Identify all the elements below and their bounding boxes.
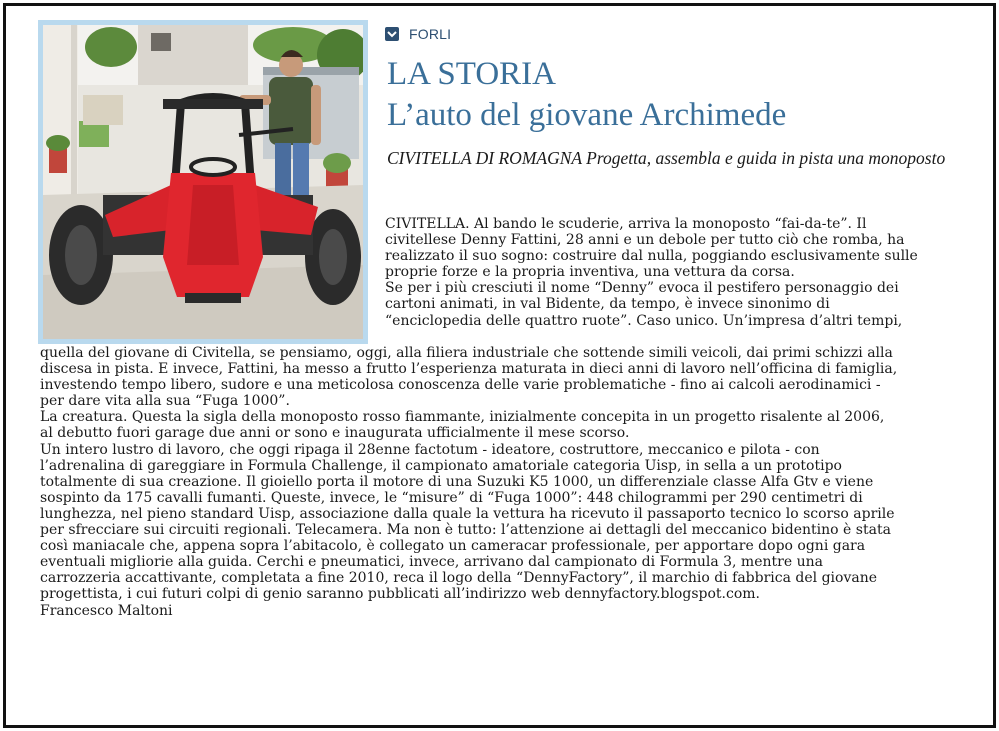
section-label[interactable]: FORLI [409, 26, 452, 42]
headline-title: L’auto del giovane Archimede [387, 97, 787, 133]
body-line: l’adrenalina di gareggiare in Formula Challenge, il campionato amatoriale categoria Uisp, in sella a un prototipo [40, 457, 842, 474]
section-header [385, 24, 451, 44]
article-body-bottom [40, 345, 897, 619]
body-line: Se per i più cresciuti il nome “Denny” evoca il pestifero personaggio dei [385, 280, 899, 297]
body-line: discesa in pista. E invece, Fattini, ha messo a frutto l’esperienza maturata in dieci anni di lavoro nell’officina di famiglia, [40, 361, 898, 378]
body-line: cartoni animati, in val Bidente, da tempo, è invece sinonimo di [385, 296, 830, 313]
body-line: quella del giovane di Civitella, se pensiamo, oggi, alla filiera industriale che sottende simili veicoli, dai primi schizzi alla [40, 345, 893, 361]
car-photo [43, 25, 363, 339]
body-line: civitellese Denny Fattini, 28 anni e un debole per tutto ciò che romba, ha [385, 232, 905, 249]
body-line: La creatura. Questa la sigla della monoposto rosso fiammante, inizialmente concepita in un progetto risalente al 2006, [40, 409, 885, 426]
body-line: Un intero lustro di lavoro, che oggi ripaga il 28enne factotum - ideatore, costruttore, meccanico e pilota - con [40, 441, 820, 458]
body-line: investendo tempo libero, sudore e una meticolosa conoscenza delle varie problematiche - fino ai calcoli aerodinamici - [40, 377, 881, 394]
chevron-down-icon[interactable] [385, 27, 399, 41]
article-body-top [385, 216, 918, 329]
body-line: lunghezza, nel pieno standard Uisp, associazione dalla quale la vettura ha ricevuto il passaporto tecnico lo scorso aprile [40, 505, 895, 522]
body-line: carrozzeria accattivante, completata a fine 2010, reca il logo della “DennyFactory”, il marchio di fabbrica del giovane [40, 570, 877, 587]
body-line: CIVITELLA. Al bando le scuderie, arriva la monoposto “fai-da-te”. Il [385, 216, 867, 232]
body-line: per sfrecciare sui circuiti regionali. Telecamera. Ma non è tutto: l’attenzione ai dettagli del meccanico bidentino è stata [40, 522, 891, 539]
subheadline: CIVITELLA DI ROMAGNA Progetta, assembla e guida in pista una monoposto [387, 148, 946, 168]
author: Francesco Maltoni [40, 602, 173, 619]
body-line: sospinto da 175 cavalli fumanti. Queste, invece, le “misure” di “Fuga 1000”: 448 chilogrammi per 290 centimetri di [40, 489, 863, 506]
body-line: eventuali migliorie alla guida. Cerchi e pneumatici, invece, arrivano dal campionato di Formula 3, mentre una [40, 554, 823, 571]
headline-kicker: LA STORIA [387, 56, 556, 92]
body-line: proprie forze e la propria inventiva, una vettura da corsa. [385, 264, 795, 281]
article-photo [38, 20, 368, 344]
body-line: al debutto fuori garage due anni or sono e inaugurata ufficialmente il mese scorso. [40, 425, 630, 442]
headline [387, 54, 786, 136]
body-line: “enciclopedia delle quattro ruote”. Caso unico. Un’impresa d’altri tempi, [385, 312, 903, 329]
body-line: realizzato il suo sogno: costruire dal nulla, poggiando esclusivamente sulle [385, 248, 918, 265]
body-line: totalmente di sua creazione. Il gioiello porta il motore di una Suzuki K5 1000, un differenziale classe Alfa Gtv e viene [40, 473, 874, 490]
body-line: per dare vita alla sua “Fuga 1000”. [40, 393, 290, 410]
body-line: progettista, i cui futuri colpi di genio saranno pubblicati all’indirizzo web dennyfactory.blogspot.com. [40, 586, 760, 603]
body-line: così maniacale che, appena sopra l’abitacolo, è collegato un cameracar professionale, per apportare dopo ogni gara [40, 538, 866, 555]
